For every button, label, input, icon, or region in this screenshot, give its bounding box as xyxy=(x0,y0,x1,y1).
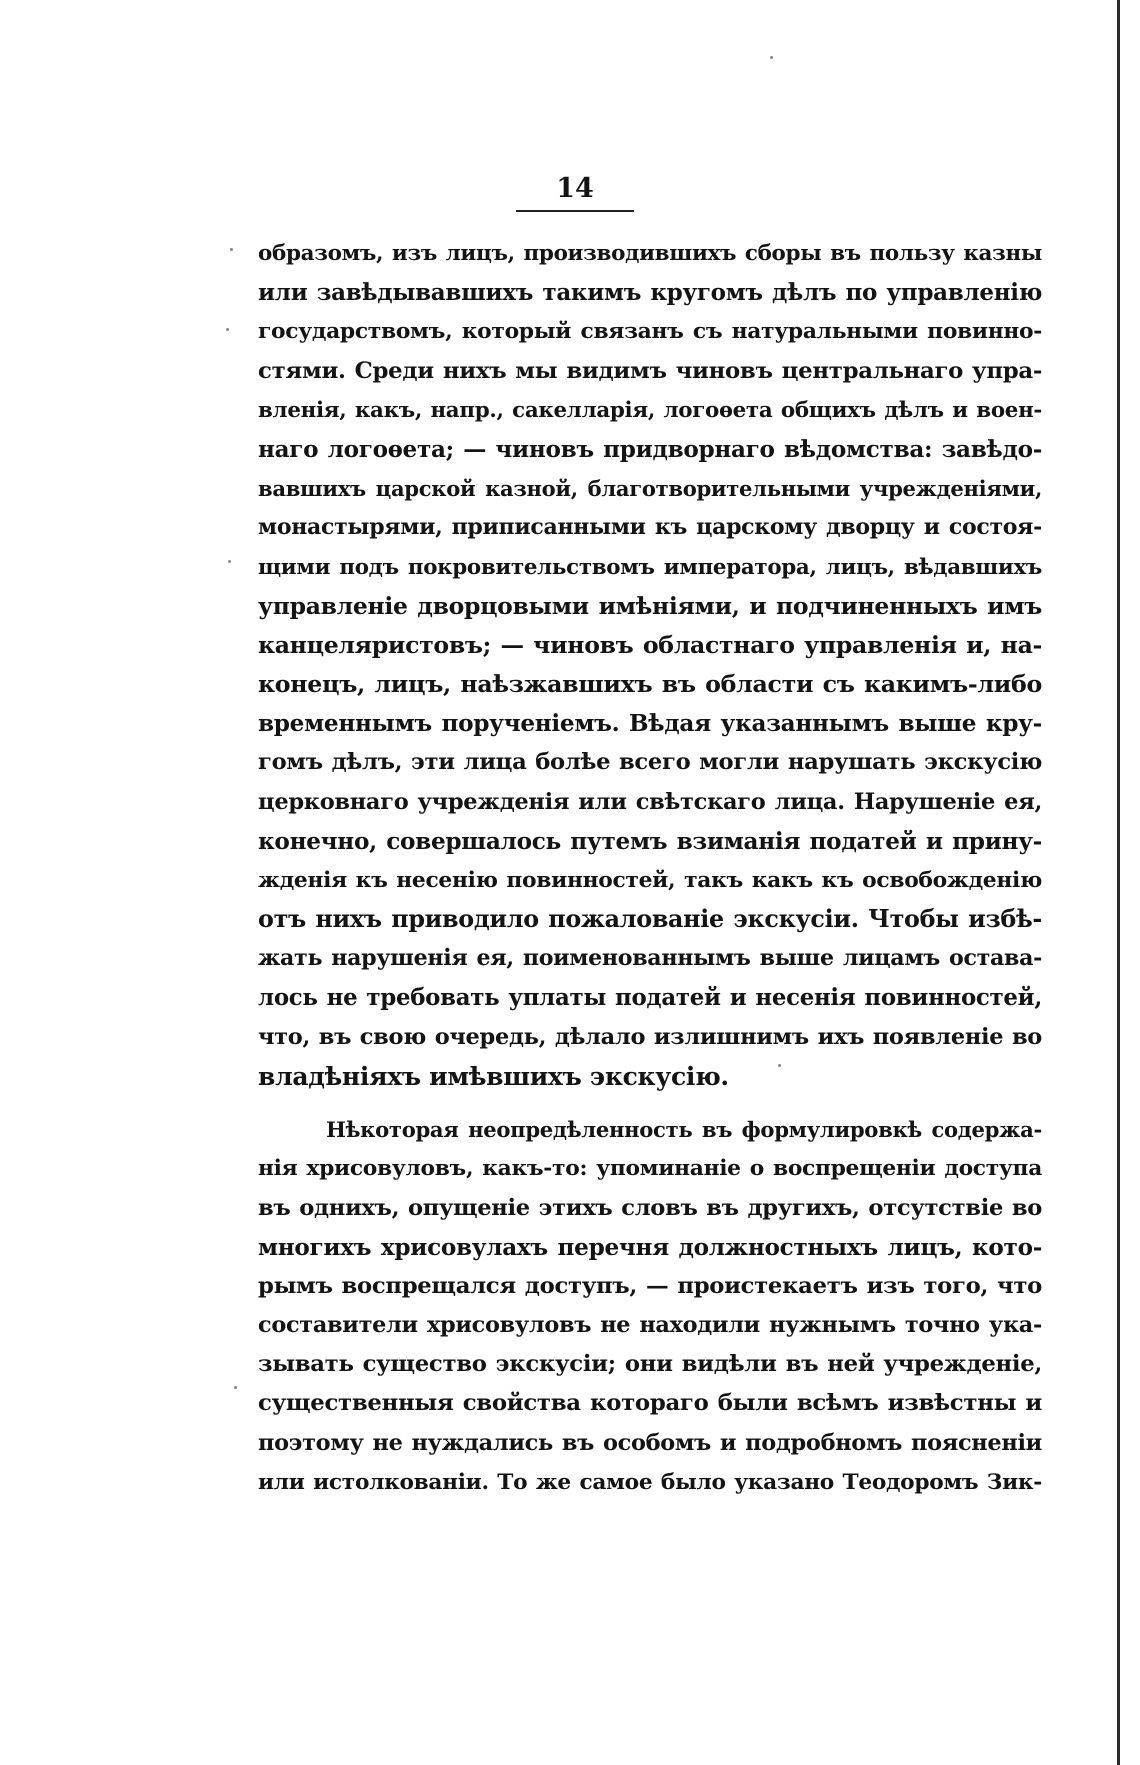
text-line: монастырями, приписанными къ царскому дворцу и состоя- xyxy=(258,514,1042,541)
text-line: рымъ воспрещался доступъ, — проистекаетъ изъ того, что xyxy=(258,1272,1042,1299)
scan-speck xyxy=(230,248,233,251)
scan-edge-rule xyxy=(1117,0,1120,1765)
text-line: временнымъ порученіемъ. Вѣдая указаннымъ выше кру- xyxy=(258,710,1042,738)
page-number: 14 xyxy=(516,173,634,212)
text-line: конецъ, лицъ, наѣзжавшихъ въ области съ какимъ-либо xyxy=(258,670,1042,699)
text-line: существенныя свойства котораго были всѣмъ извѣстны и xyxy=(258,1390,1042,1417)
text-line: Нѣкоторая неопредѣленность въ формулировкѣ содержа- xyxy=(326,1117,1042,1143)
text-line: гомъ дѣлъ, эти лица болѣе всего могли нарушать экскусію xyxy=(258,749,1042,776)
text-line: что, въ свою очередь, дѣлало излишнимъ ихъ появленіе во xyxy=(258,1023,1042,1050)
text-line: наго логоѳета; — чиновъ придворнаго вѣдомства: завѣдо- xyxy=(258,435,1042,463)
text-line: зывать существо экскусіи; они видѣли въ ней учрежденіе, xyxy=(258,1351,1042,1378)
text-line: государствомъ, который связанъ съ натуральными повинно- xyxy=(258,319,1042,345)
text-line: въ однихъ, опущеніе этихъ словъ въ другихъ, отсутствіе во xyxy=(258,1194,1042,1221)
paragraph-2 xyxy=(258,1110,1042,1502)
scan-speck xyxy=(234,1386,237,1389)
text-line: канцеляристовъ; — чиновъ областнаго управленія и, на- xyxy=(258,630,1042,659)
text-line: составители хрисовуловъ не находили нужнымъ точно ука- xyxy=(258,1312,1042,1339)
text-line: многихъ хрисовулахъ перечня должностныхъ лицъ, кото- xyxy=(258,1233,1042,1261)
text-line: управленіе дворцовыми имѣніями, и подчиненныхъ имъ xyxy=(258,591,1042,620)
paragraph-gap xyxy=(258,1096,1042,1110)
scan-speck xyxy=(770,56,773,59)
text-line: или завѣдывавшихъ такимъ кругомъ дѣлъ по управленію xyxy=(258,279,1042,307)
text-line: жденія къ несенію повинностей, такъ какъ къ освобожденію xyxy=(258,868,1042,893)
page-header xyxy=(0,173,1140,212)
scan-speck xyxy=(226,328,229,331)
text-line: вленія, какъ, напр., сакелларія, логоѳета общихъ дѣлъ и воен- xyxy=(258,397,1042,423)
text-line: нія хрисовуловъ, какъ-то: упоминаніе о воспрещеніи доступа xyxy=(258,1156,1042,1182)
text-line: владѣніяхъ имѣвшихъ экскусію. xyxy=(258,1061,729,1091)
text-line: щими подъ покровительствомъ императора, лицъ, вѣдавшихъ xyxy=(258,554,1042,580)
body-text xyxy=(258,234,1042,1502)
text-line: стями. Среди нихъ мы видимъ чиновъ центральнаго упра- xyxy=(258,357,1042,384)
text-line: поэтому не нуждались въ особомъ и подробномъ поясненіи xyxy=(258,1429,1042,1456)
text-line: лось не требовать уплаты податей и несенія повинностей, xyxy=(258,984,1042,1011)
scan-speck xyxy=(228,560,231,563)
text-line: церковнаго учрежденія или свѣтскаго лица. Нарушеніе ея, xyxy=(258,788,1042,815)
text-line: жать нарушенія ея, поименованнымъ выше лицамъ остава- xyxy=(258,945,1042,972)
text-line: образомъ, изъ лицъ, производившихъ сборы въ пользу казны xyxy=(258,241,1042,266)
text-line: или истолкованіи. То же самое было указано Теодоромъ Зик- xyxy=(258,1469,1042,1495)
text-line: конечно, совершалось путемъ взиманія податей и прину- xyxy=(258,827,1042,855)
paragraph-1 xyxy=(258,234,1042,1096)
text-line: вавшихъ царской казной, благотворительными учрежденіями, xyxy=(258,476,1042,502)
text-line: отъ нихъ приводило пожалованіе экскусіи. Чтобы избѣ- xyxy=(258,905,1042,934)
